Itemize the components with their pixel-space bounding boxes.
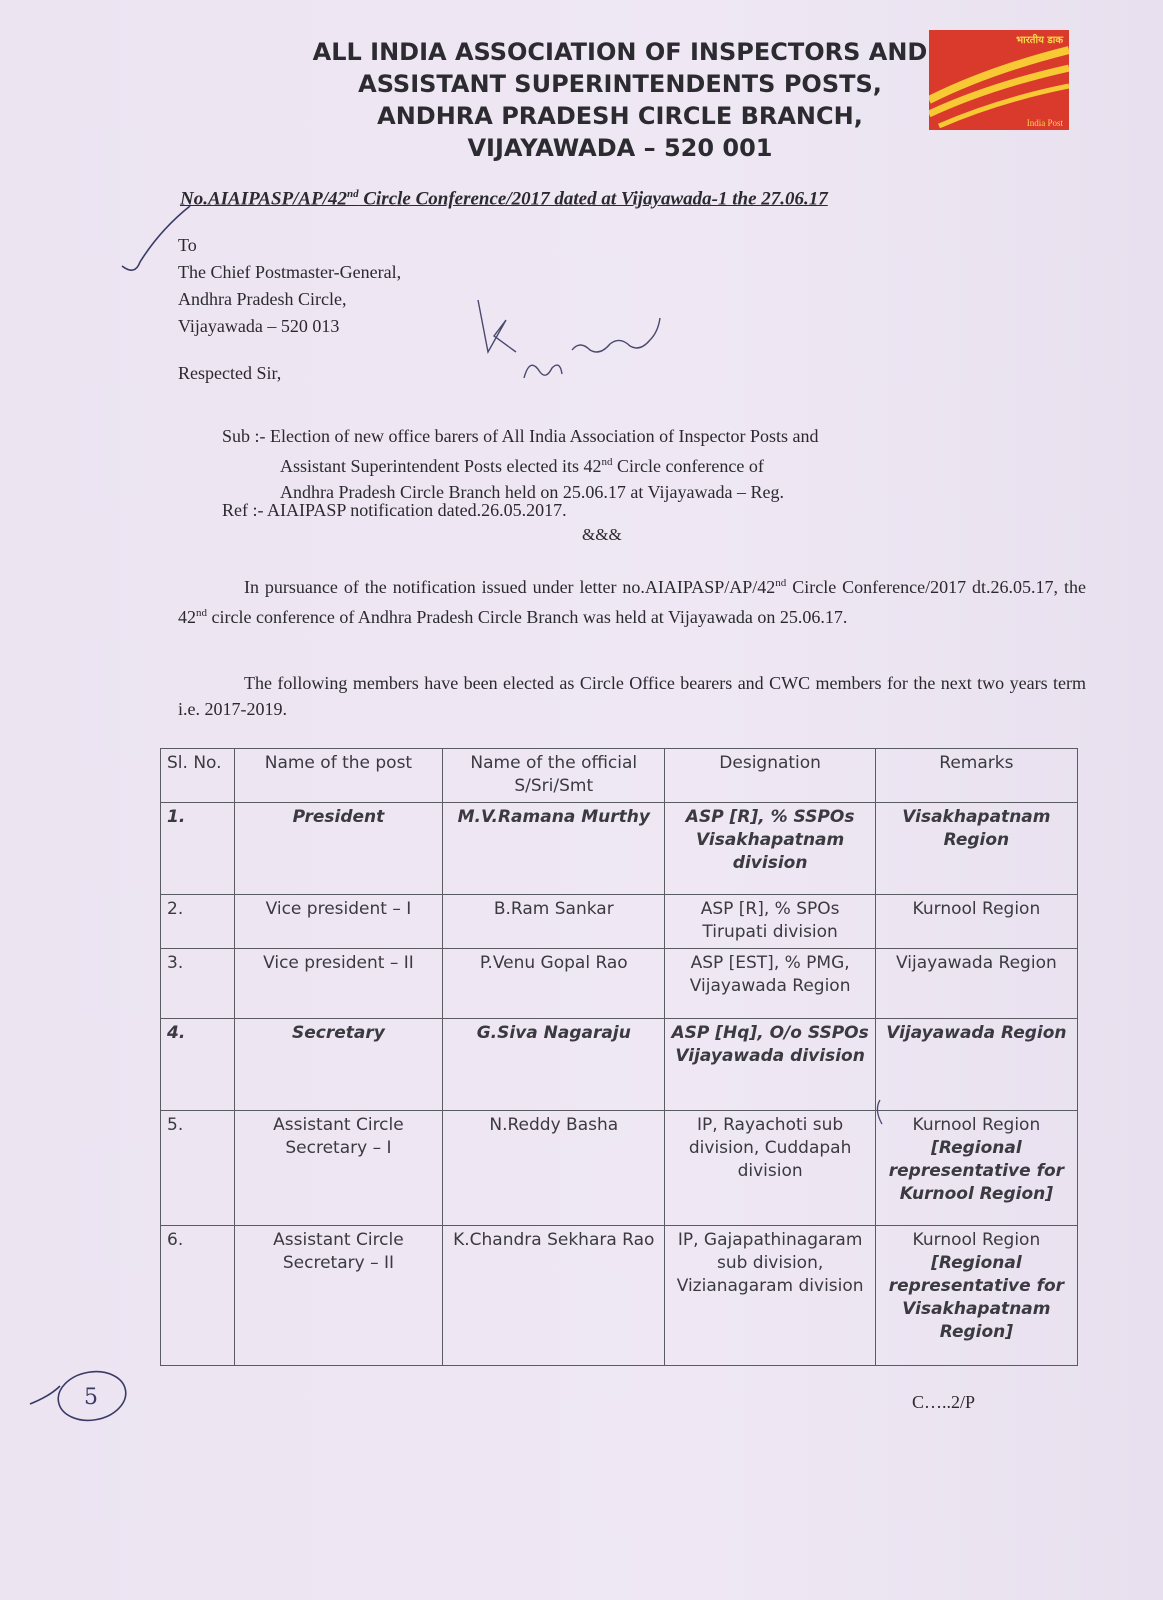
cell-name: N.Reddy Basha	[443, 1111, 665, 1226]
reference-sup: nd	[346, 188, 359, 200]
cell-remarks	[875, 1111, 1077, 1226]
cell-name: B.Ram Sankar	[443, 895, 665, 949]
remarks-note: [Regional representative for Kurnool Region]	[888, 1138, 1065, 1204]
address-to: To	[178, 235, 197, 255]
cell-designation: ASP [Hq], O/o SSPOs Vijayawada division	[665, 1019, 875, 1111]
salutation: Respected Sir,	[178, 363, 282, 383]
subject-line-2: Assistant Superintendent Posts elected its 42nd Circle conference of	[280, 456, 764, 476]
table-row	[161, 895, 1078, 949]
logo-hindi-text: भारतीय डाक	[1016, 35, 1063, 46]
reference-line: Ref :- AIAIPASP notification dated.26.05.2017.	[222, 500, 567, 520]
remarks-region: Kurnool Region	[912, 1115, 1041, 1135]
cell-post: President	[234, 803, 442, 895]
cell-post: Assistant Circle Secretary – II	[234, 1226, 442, 1366]
header-post: Name of the post	[234, 749, 442, 803]
cell-designation: ASP [R], % SPOs Tirupati division	[665, 895, 875, 949]
cell-name: G.Siva Nagaraju	[443, 1019, 665, 1111]
header-designation: Designation	[665, 749, 875, 803]
cell-post: Secretary	[234, 1019, 442, 1111]
cell-designation: IP, Gajapathinagaram sub division, Vizianagaram division	[665, 1226, 875, 1366]
cell-sl: 2.	[161, 895, 235, 949]
cell-post: Assistant Circle Secretary – I	[234, 1111, 442, 1226]
handwritten-note-scribble	[478, 300, 660, 378]
paragraph-1: In pursuance of the notification issued under letter no.AIAIPASP/AP/42nd Circle Conference/2017 dt.26.05.17, the 42nd circle conference of Andhra Pradesh Circle Branch was held at Vijayawada on 25.06.17.	[178, 577, 1086, 627]
letter-reference	[180, 188, 828, 210]
table-row	[161, 1019, 1078, 1111]
paragraph-2: The following members have been elected as Circle Office bearers and CWC members for the next two years term i.e. 2017-2019.	[178, 673, 1086, 719]
cell-sl: 1.	[161, 803, 235, 895]
cell-name: P.Venu Gopal Rao	[443, 949, 665, 1019]
letterhead-line-4: VIJAYAWADA – 520 001	[467, 134, 773, 162]
page-number-circle	[30, 1366, 130, 1425]
letterhead-line-3: ANDHRA PRADESH CIRCLE BRANCH,	[377, 102, 863, 130]
office-bearers-table	[160, 748, 1078, 1366]
address-line-3: Vijayawada – 520 013	[178, 316, 340, 336]
table-header-row	[161, 749, 1078, 803]
separator: &&&	[582, 525, 622, 544]
cell-designation: ASP [R], % SSPOs Visakhapatnam division	[665, 803, 875, 895]
cell-sl: 3.	[161, 949, 235, 1019]
cell-remarks: Visakhapatnam Region	[875, 803, 1077, 895]
cell-remarks	[875, 1226, 1077, 1366]
cell-post: Vice president – II	[234, 949, 442, 1019]
cell-sl: 6.	[161, 1226, 235, 1366]
subject-line-1: Sub :- Election of new office barers of All India Association of Inspector Posts and	[222, 426, 819, 446]
subject-block	[222, 423, 982, 505]
reference-suffix: Circle Conference/2017 dated at Vijayawada-1 the 27.06.17	[358, 188, 828, 210]
logo-english-text: India Post	[1026, 118, 1063, 128]
cell-designation: ASP [EST], % PMG, Vijayawada Region	[665, 949, 875, 1019]
continuation-mark: C…..2/P	[912, 1392, 976, 1412]
remarks-region: Kurnool Region	[912, 1230, 1041, 1250]
cell-remarks: Vijayawada Region	[875, 1019, 1077, 1111]
table-row	[161, 949, 1078, 1019]
table-row	[161, 803, 1078, 895]
reference-prefix: No.AIAIPASP/AP/42	[180, 188, 347, 210]
cell-post: Vice president – I	[234, 895, 442, 949]
header-sl-no: Sl. No.	[161, 749, 235, 803]
subject-line-3: Andhra Pradesh Circle Branch held on 25.06.17 at Vijayawada – Reg.	[280, 482, 784, 502]
cell-remarks: Vijayawada Region	[875, 949, 1077, 1019]
header-remarks: Remarks	[875, 749, 1077, 803]
table-row	[161, 1226, 1078, 1366]
cell-sl: 4.	[161, 1019, 235, 1111]
cell-name: K.Chandra Sekhara Rao	[443, 1226, 665, 1366]
cell-remarks: Kurnool Region	[875, 895, 1077, 949]
address-line-2: Andhra Pradesh Circle,	[178, 289, 347, 309]
india-post-logo	[929, 30, 1069, 130]
address-line-1: The Chief Postmaster-General,	[178, 262, 402, 282]
table-row	[161, 1111, 1078, 1226]
page-number-mark: 5	[84, 1385, 98, 1410]
remarks-note: [Regional representative for Visakhapatnam Region]	[888, 1253, 1065, 1342]
cell-designation: IP, Rayachoti sub division, Cuddapah division	[665, 1111, 875, 1226]
recipient-address	[178, 232, 401, 340]
letterhead-line-1: ALL INDIA ASSOCIATION OF INSPECTORS AND	[312, 38, 928, 66]
cell-name: M.V.Ramana Murthy	[443, 803, 665, 895]
letterhead	[300, 36, 940, 164]
letterhead-line-2: ASSISTANT SUPERINTENDENTS POSTS,	[358, 70, 882, 98]
header-official: Name of the official S/Sri/Smt	[443, 749, 665, 803]
cell-sl: 5.	[161, 1111, 235, 1226]
